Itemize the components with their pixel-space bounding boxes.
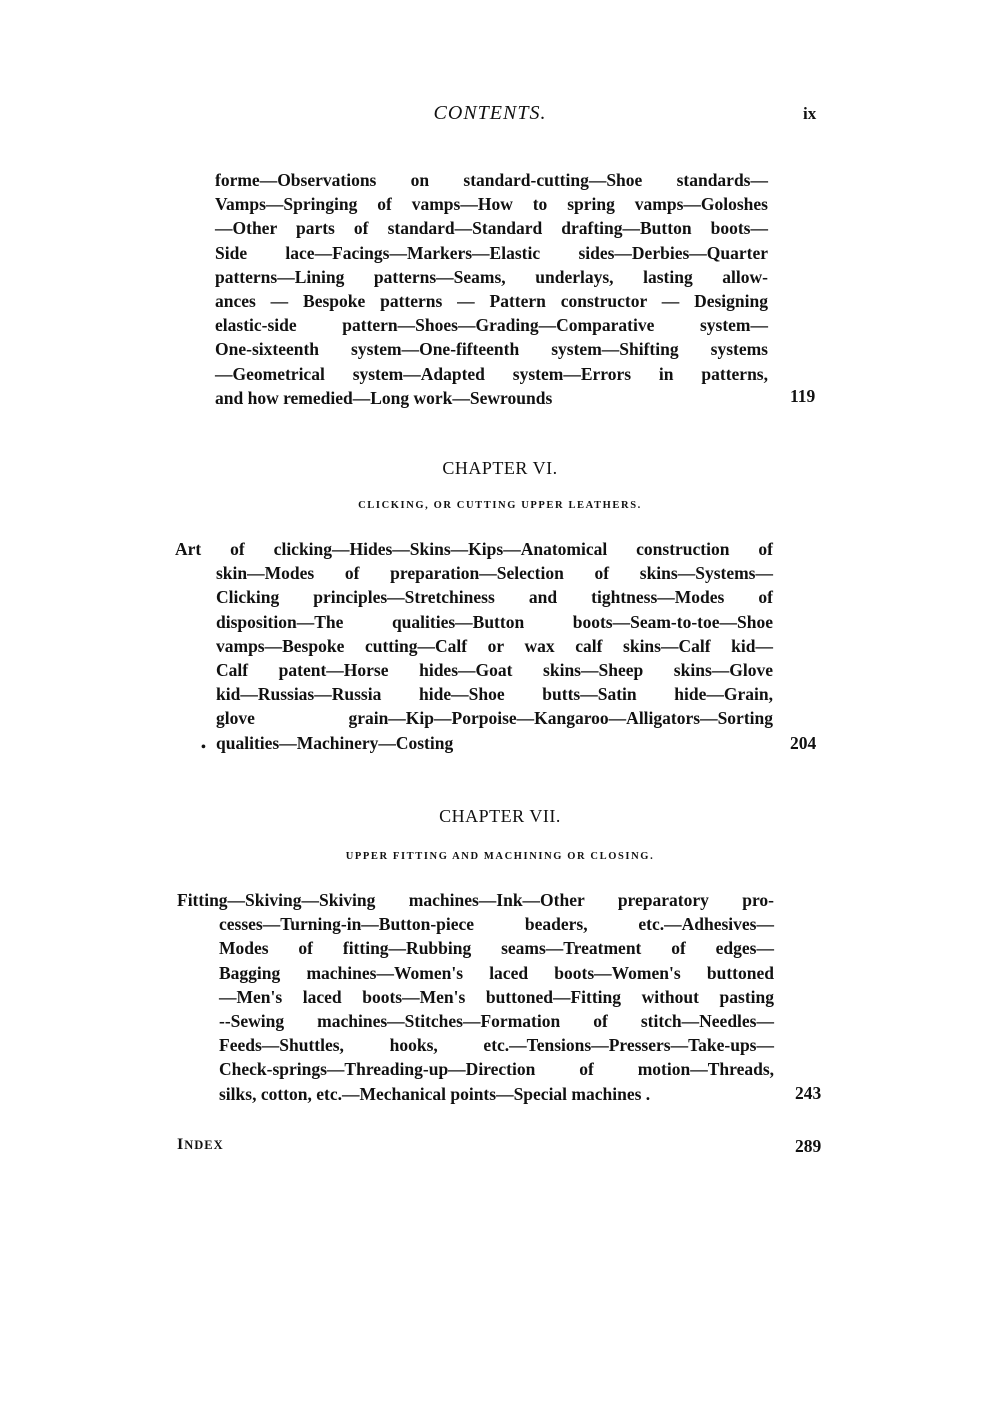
entry-line: Feeds—Shuttles, hooks, etc.—Tensions—Pressers—Take-ups— bbox=[219, 1035, 774, 1056]
entry-line: elastic-side pattern—Shoes—Grading—Comparative system— bbox=[215, 315, 768, 336]
chapter-subtitle: UPPER FITTING AND MACHINING OR CLOSING. bbox=[345, 851, 655, 862]
entry-line: Bagging machines—Women's laced boots—Women's buttoned bbox=[219, 962, 774, 983]
entry-line: —Geometrical system—Adapted system—Errors in patterns, bbox=[215, 363, 768, 384]
entry-page-number: 204 bbox=[790, 733, 817, 753]
entry-line: One-sixteenth system—One-fifteenth system—Shifting systems bbox=[215, 339, 768, 360]
index-label-rest: NDEX bbox=[184, 1138, 224, 1152]
entry-line: —Men's laced boots—Men's buttoned—Fitting without pasting bbox=[219, 986, 774, 1007]
stray-mark: • bbox=[201, 740, 206, 755]
contents-entry-ch6 bbox=[175, 537, 773, 755]
entry-line: forme—Observations on standard-cutting—Shoe standards— bbox=[215, 170, 768, 190]
entry-line: qualities—Machinery—Costing bbox=[216, 732, 454, 753]
entry-line: Side lace—Facings—Markers—Elastic sides—Derbies—Quarter bbox=[215, 242, 768, 263]
entry-line: and how remedied—Long work—Sewrounds bbox=[215, 387, 553, 408]
entry-line: silks, cotton, etc.—Mechanical points—Special machines . bbox=[219, 1083, 651, 1104]
page-number: ix bbox=[803, 104, 817, 123]
entry-line: skin—Modes of preparation—Selection of skins—Systems— bbox=[216, 563, 773, 584]
entry-line: ances — Bespoke patterns — Pattern constructor — Designing bbox=[215, 291, 768, 312]
entry-line: disposition—The qualities—Button boots—Seam-to-toe—Shoe bbox=[216, 611, 773, 632]
chapter-heading: CHAPTER VII. bbox=[439, 806, 561, 826]
entry-line: Vamps—Springing of vamps—How to spring vamps—Goloshes bbox=[215, 194, 768, 215]
entry-line: patterns—Lining patterns—Seams, underlays, lasting allow- bbox=[215, 266, 768, 287]
entry-line: Clicking principles—Stretchiness and tightness—Modes of bbox=[216, 587, 773, 608]
entry-line: cesses—Turning-in—Button-piece beaders, etc.—Adhesives— bbox=[219, 914, 774, 935]
index-page-number: 289 bbox=[795, 1136, 822, 1156]
index-label bbox=[177, 1136, 224, 1154]
entry-line: Modes of fitting—Rubbing seams—Treatment of edges— bbox=[219, 938, 774, 959]
contents-entry-ch7 bbox=[177, 888, 774, 1106]
entry-line: --Sewing machines—Stitches—Formation of stitch—Needles— bbox=[219, 1011, 774, 1032]
entry-line: kid—Russias—Russia hide—Shoe butts—Satin hide—Grain, bbox=[216, 684, 773, 705]
entry-page-number: 119 bbox=[790, 386, 816, 406]
index-label-initial: I bbox=[177, 1136, 185, 1153]
entry-line: glove grain—Kip—Porpoise—Kangaroo—Alligators—Sorting bbox=[216, 708, 773, 729]
entry-line: Calf patent—Horse hides—Goat skins—Sheep skins—Glove bbox=[216, 660, 773, 681]
running-head-title: CONTENTS. bbox=[433, 102, 547, 124]
entry-line: vamps—Bespoke cutting—Calf or wax calf skins—Calf kid— bbox=[216, 635, 773, 656]
entry-page-number: 243 bbox=[795, 1083, 822, 1103]
entry-line: Art of clicking—Hides—Skins—Kips—Anatomical construction of bbox=[175, 539, 773, 559]
entry-line: —Other parts of standard—Standard drafting—Button boots— bbox=[215, 218, 768, 239]
entry-line: Fitting—Skiving—Skiving machines—Ink—Other preparatory pro- bbox=[177, 890, 774, 910]
entry-line: Check-springs—Threading-up—Direction of motion—Threads, bbox=[219, 1059, 774, 1080]
contents-entry-ch5-continued bbox=[215, 168, 768, 410]
chapter-heading: CHAPTER VI. bbox=[442, 458, 558, 478]
chapter-subtitle: CLICKING, OR CUTTING UPPER LEATHERS. bbox=[358, 500, 642, 511]
